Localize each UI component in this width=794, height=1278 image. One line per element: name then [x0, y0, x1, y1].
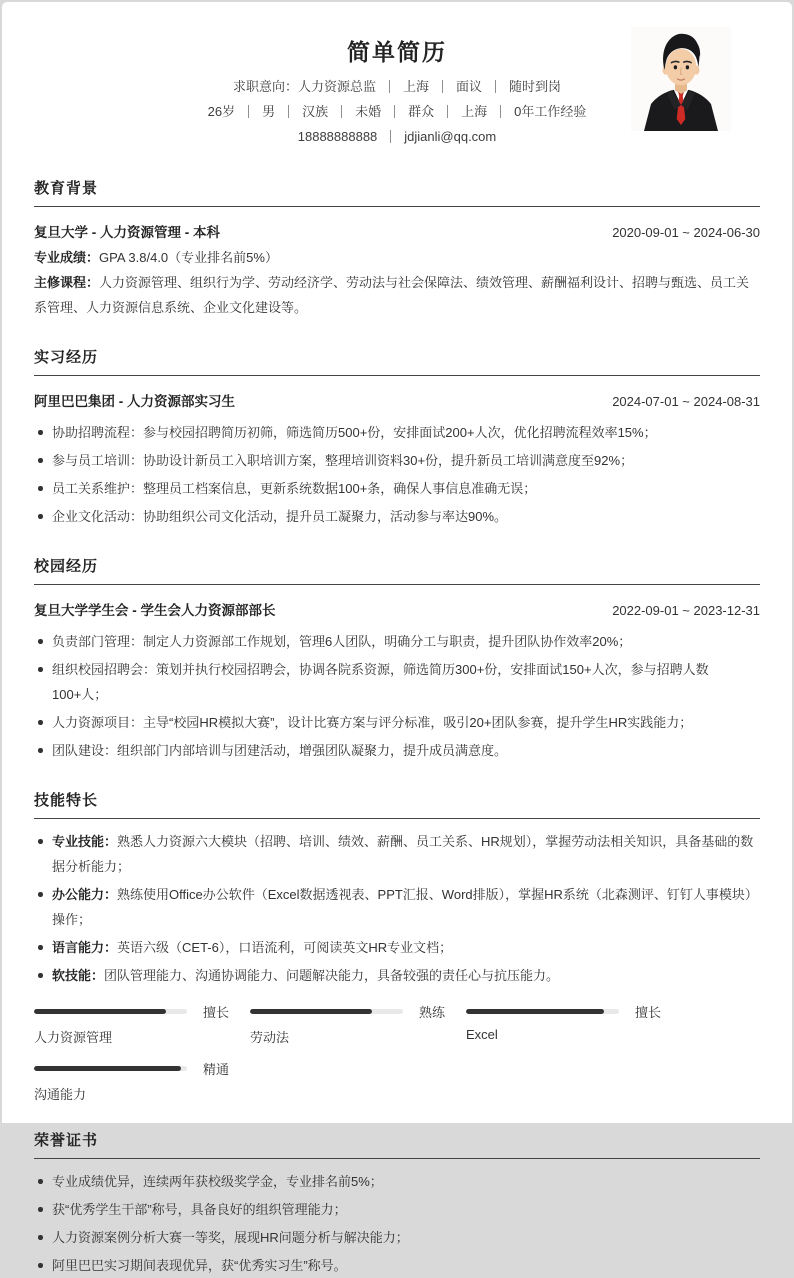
date-range: 2020-09-01 ~ 2024-06-30 [612, 225, 760, 240]
skill-bar-fill [250, 1009, 372, 1014]
skill-bar-track [466, 1009, 619, 1014]
profile-item: 群众 [408, 104, 435, 119]
skill-name: Excel [466, 1027, 498, 1042]
skill-category-text: 团队管理能力、沟通协调能力、问题解决能力，具备较强的责任心与抗压能力。 [104, 968, 560, 983]
skill-name: 劳动法 [250, 1030, 290, 1045]
internship-entry [34, 390, 760, 410]
page-title: 简单简历 [347, 39, 447, 65]
skill-name: 人力资源管理 [34, 1030, 113, 1045]
gpa-line [34, 245, 760, 270]
separator [390, 130, 391, 143]
list-item [34, 829, 760, 879]
list-item: 阿里巴巴实习期间表现优异，获“优秀实习生”称号。 [34, 1253, 760, 1278]
profile-item: 0年工作经验 [514, 104, 587, 119]
resume-page [2, 2, 792, 1273]
list-item: 专业成绩优异，连续两年获校级奖学金，专业排名前5%； [34, 1169, 760, 1194]
portrait-illustration [631, 27, 731, 131]
campus-bullets [34, 629, 760, 763]
phone-number: 18888888888 [297, 129, 378, 144]
list-item: 负责部门管理：制定人力资源部工作规划，管理6人团队，明确分工与职责，提升团队协作效率20%； [34, 629, 760, 654]
list-item: 获“优秀学生干部”称号，具备良好的组织管理能力； [34, 1197, 760, 1222]
section-honors [34, 1129, 760, 1278]
campus-entry [34, 599, 760, 619]
list-item: 企业文化活动：协助组织公司文化活动，提升员工凝聚力，活动参与率达90%。 [34, 504, 760, 529]
profile-item: 上海 [461, 104, 488, 119]
list-item: 人力资源案例分析大赛一等奖，展现HR问题分析与解决能力； [34, 1225, 760, 1250]
education-details [34, 245, 760, 320]
skill-bar-row [466, 1005, 682, 1018]
list-item: 员工关系维护：整理员工档案信息，更新系统数据100+条，确保人事信息准确无误； [34, 476, 760, 501]
skill-bar-item [466, 1005, 682, 1046]
section-heading: 荣誉证书 [34, 1129, 760, 1159]
skill-bar-track [250, 1009, 403, 1014]
section-heading: 实习经历 [34, 346, 760, 376]
section-education [34, 177, 760, 320]
section-heading: 技能特长 [34, 789, 760, 819]
section-campus [34, 555, 760, 763]
skill-bar-fill [34, 1009, 166, 1014]
separator [500, 105, 501, 118]
skill-bar-row [250, 1005, 466, 1018]
list-item: 协助招聘流程：参与校园招聘简历初筛，筛选简历500+份，安排面试200+人次，优化招聘流程效率15%； [34, 420, 760, 445]
objective-item: 上海 [402, 79, 429, 94]
skill-bar-item [250, 1005, 466, 1046]
date-range: 2022-09-01 ~ 2023-12-31 [612, 603, 760, 618]
skill-level-label: 擅长 [635, 1005, 662, 1020]
skill-level-label: 擅长 [203, 1005, 230, 1020]
skill-bar-fill [34, 1066, 181, 1071]
org-role: 复旦大学学生会 - 学生会人力资源部部长 [34, 603, 276, 618]
company-role: 阿里巴巴集团 - 人力资源部实习生 [34, 394, 235, 409]
list-item [34, 882, 760, 932]
list-item: 组织校园招聘会：策划并执行校园招聘会，协调各院系资源，筛选简历300+份，安排面试150+人次，参与招聘人数100+人； [34, 657, 760, 707]
courses-value: 人力资源管理、组织行为学、劳动经济学、劳动法与社会保障法、绩效管理、薪酬福利设计、招聘与甄选、员工关系管理、人力资源信息系统、企业文化建设等。 [34, 275, 750, 315]
honors-bullets [34, 1169, 760, 1278]
separator [341, 105, 342, 118]
resume-header [2, 2, 792, 142]
skill-category-label: 办公能力： [52, 887, 118, 902]
courses-line [34, 270, 760, 320]
date-range: 2024-07-01 ~ 2024-08-31 [612, 394, 760, 409]
skill-bar-row [34, 1005, 250, 1018]
separator [495, 80, 496, 93]
skills-bullets [34, 829, 760, 988]
skill-category-text: 熟练使用Office办公软件（Excel数据透视表、PPT汇报、Word排版），掌握HR系统（北森测评、钉钉人事模块）操作； [52, 887, 758, 927]
separator [248, 105, 249, 118]
school-degree: 复旦大学 - 人力资源管理 - 本科 [34, 225, 220, 240]
courses-label: 主修课程： [34, 275, 100, 290]
gpa-value: GPA 3.8/4.0（专业排名前5%） [99, 250, 278, 265]
list-item [34, 963, 760, 988]
separator [288, 105, 289, 118]
profile-photo [631, 27, 731, 131]
separator [394, 105, 395, 118]
separator [447, 105, 448, 118]
profile-item: 汉族 [302, 104, 329, 119]
section-internship [34, 346, 760, 529]
skill-bar-track [34, 1066, 187, 1071]
profile-item: 男 [262, 104, 276, 119]
section-skills [34, 789, 760, 1119]
profile-item: 26岁 [207, 104, 236, 119]
objective-item: 随时到岗 [509, 79, 562, 94]
internship-bullets [34, 420, 760, 529]
education-entry [34, 221, 760, 241]
gpa-label: 专业成绩： [34, 250, 100, 265]
list-item: 人力资源项目：主导“校园HR模拟大赛”，设计比赛方案与评分标准，吸引20+团队参赛，提升学生HR实践能力； [34, 710, 760, 735]
section-heading: 校园经历 [34, 555, 760, 585]
skill-bar-row [34, 1062, 250, 1075]
skill-bar-grid [34, 1005, 760, 1119]
skill-category-text: 英语六级（CET-6），口语流利，可阅读英文HR专业文档； [117, 940, 453, 955]
section-heading: 教育背景 [34, 177, 760, 207]
list-item: 参与员工培训：协助设计新员工入职培训方案，整理培训资料30+份，提升新员工培训满意度至92%； [34, 448, 760, 473]
skill-bar-item [34, 1005, 250, 1046]
skill-category-text: 熟悉人力资源六大模块（招聘、培训、绩效、薪酬、员工关系、HR规划），掌握劳动法相关知识，具备基础的数据分析能力； [52, 834, 754, 874]
contact-row [2, 129, 792, 144]
skill-category-label: 语言能力： [52, 940, 118, 955]
skill-bar-track [34, 1009, 187, 1014]
skill-category-label: 软技能： [52, 968, 105, 983]
separator [389, 80, 390, 93]
skill-category-label: 专业技能： [52, 834, 118, 849]
skill-level-label: 精通 [203, 1062, 230, 1077]
profile-item: 未婚 [355, 104, 382, 119]
list-item: 团队建设：组织部门内部培训与团建活动，增强团队凝聚力，提升成员满意度。 [34, 738, 760, 763]
objective-item: 面议 [456, 79, 483, 94]
email-address: jdjianli@qq.com [404, 129, 497, 144]
skill-level-label: 熟练 [419, 1005, 446, 1020]
list-item [34, 935, 760, 960]
separator [442, 80, 443, 93]
skill-bar-fill [466, 1009, 604, 1014]
skill-name: 沟通能力 [34, 1087, 87, 1102]
objective-item: 求职意向：人力资源总监 [232, 79, 376, 94]
skill-bar-item [34, 1062, 250, 1103]
